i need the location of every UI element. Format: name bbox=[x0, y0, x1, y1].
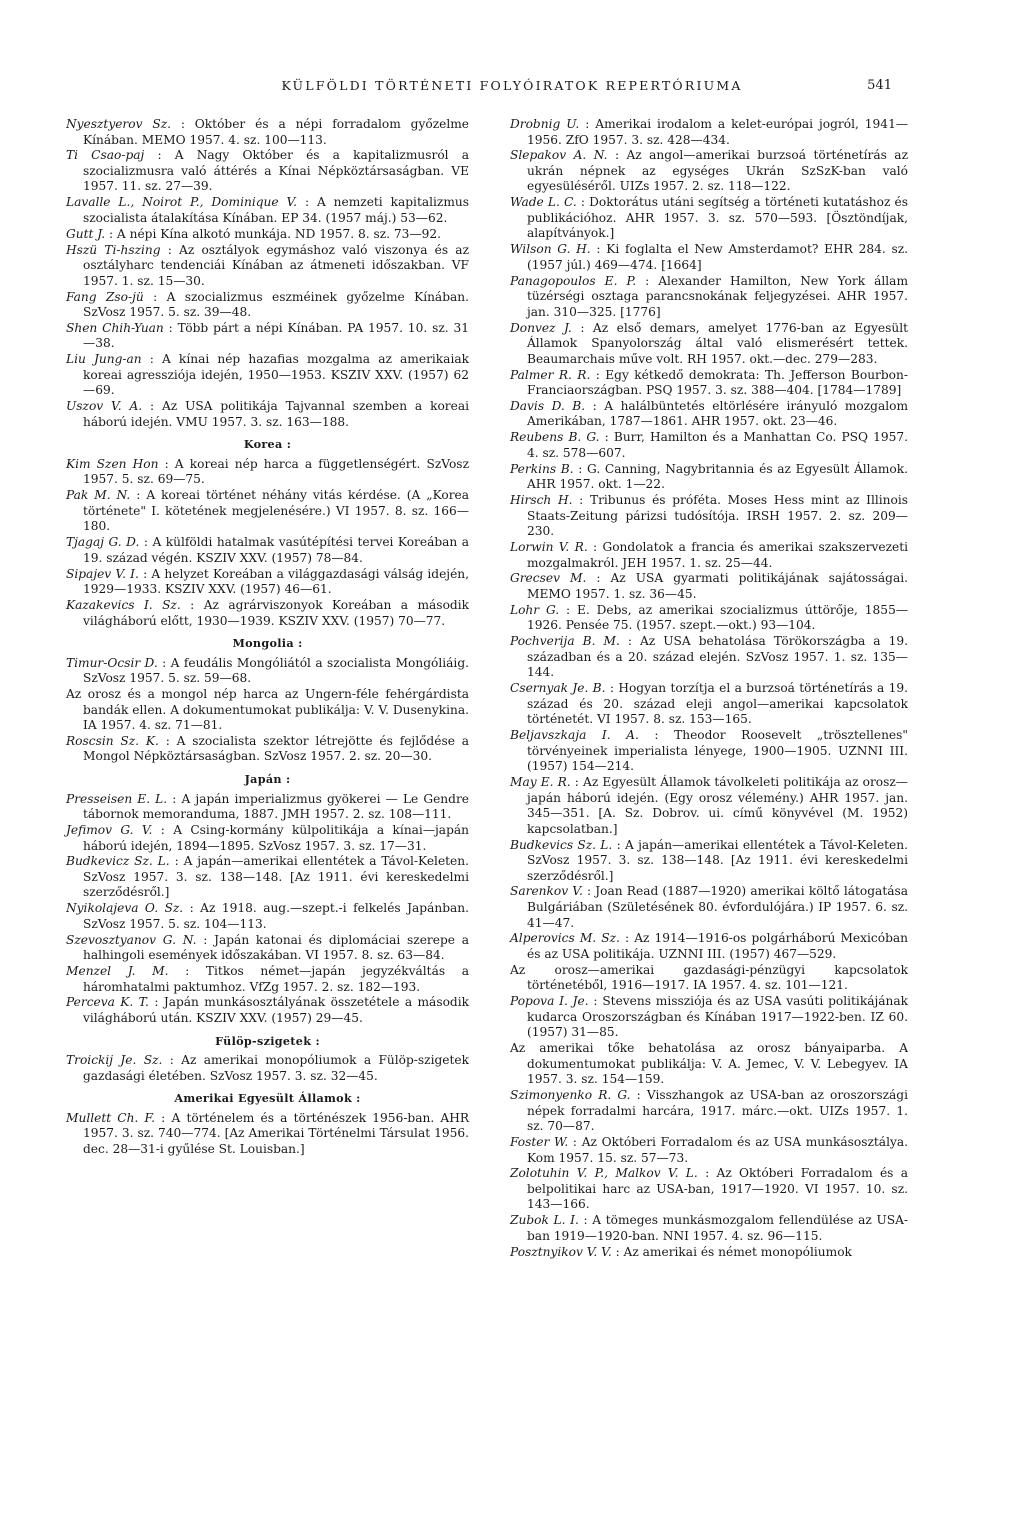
entry-text: : G. Canning, Nagybritannia és az Egyesült Államok. AHR 1957. okt. 1—22. bbox=[527, 461, 908, 492]
bibliography-entry bbox=[510, 462, 908, 493]
bibliography-entry bbox=[66, 964, 469, 995]
bibliography-entry bbox=[66, 243, 469, 290]
bibliography-entry bbox=[510, 1213, 908, 1244]
entry-text: : A koreai történet néhány vitás kérdése. (A „Korea története" I. kötetének megjelenésére.) VI 1957. 8. sz. 166—180. bbox=[83, 488, 469, 534]
entry-text: : Egy kétkedő demokrata: Th. Jefferson Bourbon-Franciaországban. PSQ 1957. 3. sz. 388—404. [1784—1789] bbox=[527, 367, 908, 398]
bibliography-entry bbox=[510, 603, 908, 634]
entry-text: : Az amerikai monopóliumok a Fülöp-szigetek gazdasági életében. SzVosz 1957. 3. sz. 32—45. bbox=[83, 1053, 469, 1083]
entry-text: Az orosz és a mongol nép harca az Ungern-féle fehérgárdista bandák ellen. A dokumentumokat publikálja: V. V. Dusenykina. IA 1957. 4. sz. 71—81. bbox=[66, 687, 469, 733]
bibliography-entry bbox=[510, 399, 908, 430]
entry-author: Posztnyikov V. V. bbox=[510, 1244, 612, 1259]
bibliography-entry bbox=[510, 430, 908, 461]
entry-text: : Japán munkásosztályának összetétele a második világháború után. KSZIV XXV. (1957) 29—45. bbox=[83, 995, 469, 1026]
running-head: KÜLFÖLDI TÖRTÉNETI FOLYÓIRATOK REPERTÓRIUMA bbox=[281, 78, 743, 93]
bibliography-entry bbox=[510, 148, 908, 195]
bibliography-entry bbox=[510, 368, 908, 399]
entry-text: : A Nagy Október és a kapitalizmusról a szocializmusra való áttérés a Kínai Népköztársaságban. VE 1957. 11. sz. 27—39. bbox=[83, 148, 469, 194]
entry-text: : Stevens missziója és az USA vasúti politikájának kudarca Oroszországban és Kínában 1917—1922-ben. IZ 60. (1957) 31—85. bbox=[527, 994, 909, 1040]
entry-author: Lorwin V. R. bbox=[510, 540, 588, 555]
entry-author: Reubens B. G. bbox=[510, 430, 600, 445]
entry-author: Panagopoulos E. P. bbox=[510, 273, 637, 288]
entry-text: : A szocialista szektor létrejötte és fejlődése a Mongol Népköztársaságban. SzVosz 1957. 2. sz. 20—30. bbox=[83, 733, 470, 764]
entry-text: : Doktorátus utáni segítség a történeti kutatáshoz és publikációhoz. AHR 1957. 3. sz. 570—593. [Ösztöndíjak, alapítványok.] bbox=[527, 195, 909, 241]
entry-author: Davis D. B. bbox=[510, 398, 586, 413]
entry-text: : Titkos német—japán jegyzékváltás a háromhatalmi paktumhoz. VfZg 1957. 2. sz. 182—193. bbox=[83, 964, 470, 994]
entry-author: Wade L. C. bbox=[510, 195, 577, 210]
entry-author: Pochverija B. M. bbox=[510, 634, 620, 649]
entry-author: Budkevicz Sz. L. bbox=[66, 854, 170, 869]
entry-author: Lohr G. bbox=[510, 602, 560, 617]
entry-author: Palmer R. R. bbox=[510, 367, 591, 382]
entry-author: Alperovics M. Sz. bbox=[510, 931, 620, 946]
entry-text: : Az 1918. aug.—szept.-i felkelés Japánban. SzVosz 1957. 5. sz. 104—113. bbox=[83, 901, 469, 931]
entry-author: Hirsch H. bbox=[510, 493, 573, 508]
entry-text: : Joan Read (1887—1920) amerikai költő látogatása Bulgáriában (Születésének 80. évfordulójára.) IP 1957. 6. sz. 41—47. bbox=[527, 884, 908, 930]
entry-author: Mullett Ch. F. bbox=[66, 1110, 155, 1125]
section-heading: Amerikai Egyesült Államok : bbox=[174, 1091, 361, 1106]
bibliography-entry bbox=[66, 567, 469, 598]
entry-text: : Az Októberi Forradalom és a belpolitikai harc az USA-ban, 1917—1920. VI 1957. 10. sz. 143—166. bbox=[527, 1166, 909, 1212]
bibliography-entry bbox=[66, 901, 469, 932]
bibliography-entry bbox=[510, 493, 908, 540]
entry-author: Beljavszkaja I. A. bbox=[510, 728, 639, 743]
entry-text: : Az Októberi Forradalom és az USA munkásosztálya. Kom 1957. 15. sz. 57—73. bbox=[527, 1134, 908, 1165]
bibliography-entry bbox=[66, 933, 469, 964]
bibliography-entry bbox=[510, 1041, 908, 1088]
entry-author: Shen Chih-Yuan bbox=[66, 320, 164, 335]
entry-author: Szimonyenko R. G. bbox=[510, 1088, 631, 1103]
bibliography-entry bbox=[510, 775, 908, 837]
entry-text: Az orosz—amerikai gazdasági-pénzügyi kapcsolatok történetéből, 1916—1917. IA 1957. 4. sz. 101—121. bbox=[510, 962, 908, 993]
entry-author: Jefimov G. V. bbox=[66, 822, 153, 837]
entry-text: : A feudális Mongóliától a szocialista Mongóliáig. SzVosz 1957. 5. sz. 59—68. bbox=[83, 655, 470, 686]
entry-author: Hszü Ti-hszing bbox=[66, 242, 161, 257]
bibliography-entry bbox=[66, 399, 469, 430]
entry-author: Popova I. Je. bbox=[510, 994, 589, 1009]
bibliography-entry bbox=[510, 571, 908, 602]
entry-author: Timur-Ocsir D. bbox=[66, 655, 158, 670]
entry-author: Perceva K. T. bbox=[66, 995, 149, 1010]
entry-text: : Az első demars, amelyet 1776-ban az Egyesült Államok Spanyolország által való elismerésért tettek. Beaumarchais műve volt. RH 1957. okt.—dec. 279—283. bbox=[527, 320, 909, 366]
bibliography-entry bbox=[66, 1053, 469, 1084]
entry-text: : A japán—amerikai ellentétek a Távol-Keleten. SzVosz 1957. 3. sz. 138—148. [Az 1911. évi kereskedelmi szerződésről.] bbox=[527, 837, 908, 883]
entry-text: : A japán—amerikai ellentétek a Távol-Keleten. SzVosz 1957. 3. sz. 138—148. [Az 1911. évi kereskedelmi szerződésről.] bbox=[83, 854, 469, 900]
section-heading: Mongolia : bbox=[232, 636, 303, 651]
entry-text: : A szocializmus eszméinek győzelme Kínában. SzVosz 1957. 5. sz. 39—48. bbox=[83, 289, 469, 320]
bibliography-entry bbox=[66, 687, 469, 734]
bibliography-entry bbox=[510, 884, 908, 931]
entry-author: Budkevics Sz. L. bbox=[510, 837, 613, 852]
entry-author: Roscsin Sz. K. bbox=[66, 733, 159, 748]
entry-text: : A Csing-kormány külpolitikája a kínai—japán háború idején, 1894—1895. SzVosz 1957. 3. sz. 17—31. bbox=[83, 822, 469, 853]
bibliography-entry bbox=[66, 488, 469, 535]
section-heading: Fülöp-szigetek : bbox=[215, 1033, 320, 1048]
entry-text: : A helyzet Koreában a világgazdasági válság idején, 1929—1933. KSZIV XXV. (1957) 46—61. bbox=[83, 566, 470, 597]
entry-author: May E. R. bbox=[510, 775, 571, 790]
entry-text: : Az USA politikája Tajvannal szemben a koreai háború idején. VMU 1957. 3. sz. 163—188. bbox=[83, 399, 469, 429]
entry-text: : Amerikai irodalom a kelet-európai jogról, 1941—1956. ZfO 1957. 3. sz. 428—434. bbox=[527, 117, 909, 147]
entry-text: : Az agrárviszonyok Koreában a második világháború előtt, 1930—1939. KSZIV XXV. (1957) 70—77. bbox=[83, 597, 469, 628]
bibliography-entry bbox=[510, 994, 908, 1041]
bibliography-entry bbox=[66, 117, 469, 148]
bibliography-entry bbox=[66, 598, 469, 629]
bibliography-entry bbox=[66, 656, 469, 687]
entry-author: Perkins B. bbox=[510, 461, 574, 476]
entry-author: Lavalle L., Noirot P., Dominique V. bbox=[66, 195, 298, 210]
bibliography-entry bbox=[66, 792, 469, 823]
bibliography-entry bbox=[510, 634, 908, 681]
entry-text: : A kínai nép hazafias mozgalma az amerikaiak koreai agressziója idején, 1950—1953. KSZIV XXV. (1957) 62—69. bbox=[83, 352, 469, 398]
entry-author: Donvez J. bbox=[510, 320, 572, 335]
entry-text: : Az Egyesült Államok távolkeleti politikája az orosz—japán háború idején. (Egy orosz vélemény.) AHR 1957. jan. 345—351. [A. Sz. Dobrov. ui. című könyvével (M. 1952) kapcsolatban.] bbox=[527, 775, 908, 836]
bibliography-entry bbox=[66, 227, 469, 243]
entry-text: : Burr, Hamilton és a Manhattan Co. PSQ 1957. 4. sz. 578—607. bbox=[527, 430, 909, 460]
section-heading: Japán : bbox=[244, 772, 291, 787]
entry-text: : Visszhangok az USA-ban az oroszországi népek forradalmi harcára, 1917. márc.—okt. UIZs 1957. 1. sz. 70—87. bbox=[527, 1088, 908, 1134]
entry-author: Troickij Je. Sz. bbox=[66, 1053, 163, 1068]
entry-text: : Több párt a népi Kínában. PA 1957. 10. sz. 31—38. bbox=[83, 320, 469, 351]
entry-text: : Az angol—amerikai burzsoá történetírás az ukrán népnek az egységes Ukrán SzSzK-ban való egyesüléséről. UIZs 1957. 2. sz. 118—122. bbox=[527, 148, 908, 194]
entry-text: : E. Debs, az amerikai szocializmus úttörője, 1855—1926. Pensée 75. (1957. szept.—okt.) 93—104. bbox=[527, 602, 909, 633]
bibliography-entry bbox=[510, 1166, 908, 1213]
entry-text: : A japán imperializmus gyökerei — Le Gendre tábornok memoranduma, 1887. JMH 1957. 2. sz. 108—111. bbox=[83, 791, 470, 822]
entry-text: : Október és a népi forradalom győzelme Kínában. MEMO 1957. 4. sz. 100—113. bbox=[83, 117, 469, 147]
entry-author: Nyesztyerov Sz. bbox=[66, 117, 171, 131]
bibliography-entry bbox=[510, 274, 908, 321]
entry-text: : A halálbüntetés eltörlésére irányuló mozgalom Amerikában, 1787—1861. AHR 1957. okt. 23—46. bbox=[527, 398, 909, 429]
bibliography-entry bbox=[66, 457, 469, 488]
entry-text: : A külföldi hatalmak vasútépítési tervei Koreában a 19. század végén. KSZIV XXV. (1957) 78—84. bbox=[83, 535, 470, 565]
entry-text: : A népi Kína alkotó munkája. ND 1957. 8. sz. 73—92. bbox=[108, 226, 442, 241]
entry-author: Fang Zso-jü bbox=[66, 289, 144, 304]
entry-text: : A tömeges munkásmozgalom fellendülése az USA-ban 1919—1920-ban. NNI 1957. 4. sz. 96—115. bbox=[527, 1213, 909, 1243]
entry-text: : Az USA behatolása Törökországba a 19. században és a 20. század elején. SzVosz 1957. 1. sz. 135—144. bbox=[527, 634, 908, 680]
bibliography-entry bbox=[66, 823, 469, 854]
entry-text: : A történelem és a történészek 1956-ban. AHR 1957. 3. sz. 740—774. [Az Amerikai Történelmi Társulat 1956. dec. 28—31-i gyűlése St. Louisban.] bbox=[83, 1110, 470, 1156]
entry-author: Csernyak Je. B. bbox=[510, 681, 606, 696]
entry-author: Wilson G. H. bbox=[510, 242, 591, 257]
entry-text: : Ki foglalta el New Amsterdamot? EHR 284. sz. (1957 júl.) 469—474. [1664] bbox=[527, 242, 908, 272]
entry-text: : A koreai nép harca a függetlenségért. SzVosz 1957. 5. sz. 69—75. bbox=[83, 456, 469, 487]
entry-text: : Japán katonai és diplomáciai szerepe a halhingoli események időszakában. VI 1957. 8. sz. 63—84. bbox=[83, 932, 469, 963]
entry-text: : Hogyan torzítja el a burzsoá történetírás a 19. század és 20. század eleji angol—amerikai kapcsolatok történetét. VI 1957. 8. sz. 153—165. bbox=[527, 681, 909, 727]
bibliography-entry bbox=[66, 535, 469, 566]
entry-author: Zolotuhin V. P., Malkov V. L. bbox=[510, 1166, 698, 1181]
bibliography-entry bbox=[510, 1135, 908, 1166]
entry-author: Pak M. N. bbox=[66, 488, 131, 503]
bibliography-entry bbox=[510, 931, 908, 962]
entry-text: : Alexander Hamilton, New York állam tüzérségi osztaga parancsnokának feljegyzései. AHR 1957. jan. 310—325. [1776] bbox=[527, 273, 909, 319]
entry-text: : Az 1914—1916-os polgárháború Mexicóban és az USA politikája. UZNNI III. (1957) 467—529. bbox=[527, 931, 908, 961]
bibliography-entry bbox=[66, 321, 469, 352]
bibliography-entry bbox=[510, 728, 908, 775]
bibliography-entry bbox=[510, 321, 908, 368]
bibliography-entry bbox=[66, 148, 469, 195]
bibliography-entry bbox=[510, 117, 908, 148]
entry-text: : A nemzeti kapitalizmus szocialista átalakítása Kínában. EP 34. (1957 máj.) 53—62. bbox=[83, 195, 469, 225]
bibliography-entry bbox=[510, 681, 908, 728]
entry-author: Tjagaj G. D. bbox=[66, 535, 140, 550]
entry-author: Zubok L. I. bbox=[510, 1213, 579, 1228]
bibliography-entry bbox=[66, 734, 469, 765]
entry-text: : Az USA gyarmati politikájának sajátosságai. MEMO 1957. 1. sz. 36—45. bbox=[527, 571, 908, 601]
entry-author: Szevosztyanov G. N. bbox=[66, 932, 197, 947]
entry-text: : Gondolatok a francia és amerikai szakszervezeti mozgalmakról. JEH 1957. 1. sz. 25—44. bbox=[527, 540, 909, 570]
entry-author: Sarenkov V. bbox=[510, 884, 583, 899]
entry-text: : Tribunus és próféta. Moses Hess mint az Illinois Staats-Zeitung párizsi tudósítója. IRSH 1957. 2. sz. 209—230. bbox=[527, 493, 908, 539]
entry-author: Kim Szen Hon bbox=[66, 456, 159, 471]
bibliography-entry bbox=[66, 995, 469, 1026]
bibliography-entry bbox=[66, 854, 469, 901]
bibliography-entry bbox=[510, 242, 908, 273]
entry-author: Menzel J. M. bbox=[66, 964, 169, 979]
entry-text: : Theodor Roosevelt „trösztellenes" törvényeinek imperialista lényege, 1900—1905. UZNNI III. (1957) 154—214. bbox=[527, 728, 909, 774]
entry-text: Az amerikai tőke behatolása az orosz bányaiparba. A dokumentumokat publikálja: V. A. Jemec, V. V. Lebegyev. IA 1957. 3. sz. 154—159. bbox=[510, 1041, 908, 1087]
bibliography-entry bbox=[66, 195, 469, 226]
entry-author: Gutt J. bbox=[66, 226, 106, 241]
entry-text: : Az osztályok egymáshoz való viszonya és az osztályharc tendenciái Kínában az átmeneti időszakban. VF 1957. 1. sz. 15—30. bbox=[83, 242, 469, 288]
entry-author: Ti Csao-paj bbox=[66, 148, 145, 163]
left-column bbox=[66, 117, 469, 1158]
entry-author: Sipajev V. I. bbox=[66, 566, 139, 581]
bibliography-entry bbox=[510, 1245, 908, 1261]
entry-author: Grecsev M. bbox=[510, 571, 587, 586]
bibliography-entry bbox=[510, 195, 908, 242]
entry-author: Kazakevics I. Sz. bbox=[66, 597, 181, 612]
bibliography-entry bbox=[510, 1088, 908, 1135]
bibliography-entry bbox=[66, 290, 469, 321]
page-header bbox=[0, 78, 1024, 98]
bibliography-entry bbox=[510, 838, 908, 885]
right-column bbox=[510, 117, 908, 1261]
entry-author: Presseisen E. L. bbox=[66, 791, 168, 806]
page-number: 541 bbox=[867, 78, 892, 93]
entry-author: Foster W. bbox=[510, 1134, 569, 1149]
bibliography-entry bbox=[510, 963, 908, 994]
section-heading: Korea : bbox=[243, 437, 292, 452]
entry-author: Slepakov A. N. bbox=[510, 148, 608, 163]
bibliography-entry bbox=[66, 352, 469, 399]
entry-author: Uszov V. A. bbox=[66, 399, 143, 414]
entry-author: Liu Jung-an bbox=[66, 352, 142, 367]
bibliography-entry bbox=[66, 1111, 469, 1158]
entry-author: Nyikolajeva O. Sz. bbox=[66, 901, 184, 916]
bibliography-entry bbox=[510, 540, 908, 571]
entry-author: Drobnig U. bbox=[510, 117, 580, 131]
entry-text: : Az amerikai és német monopóliumok bbox=[615, 1244, 852, 1259]
